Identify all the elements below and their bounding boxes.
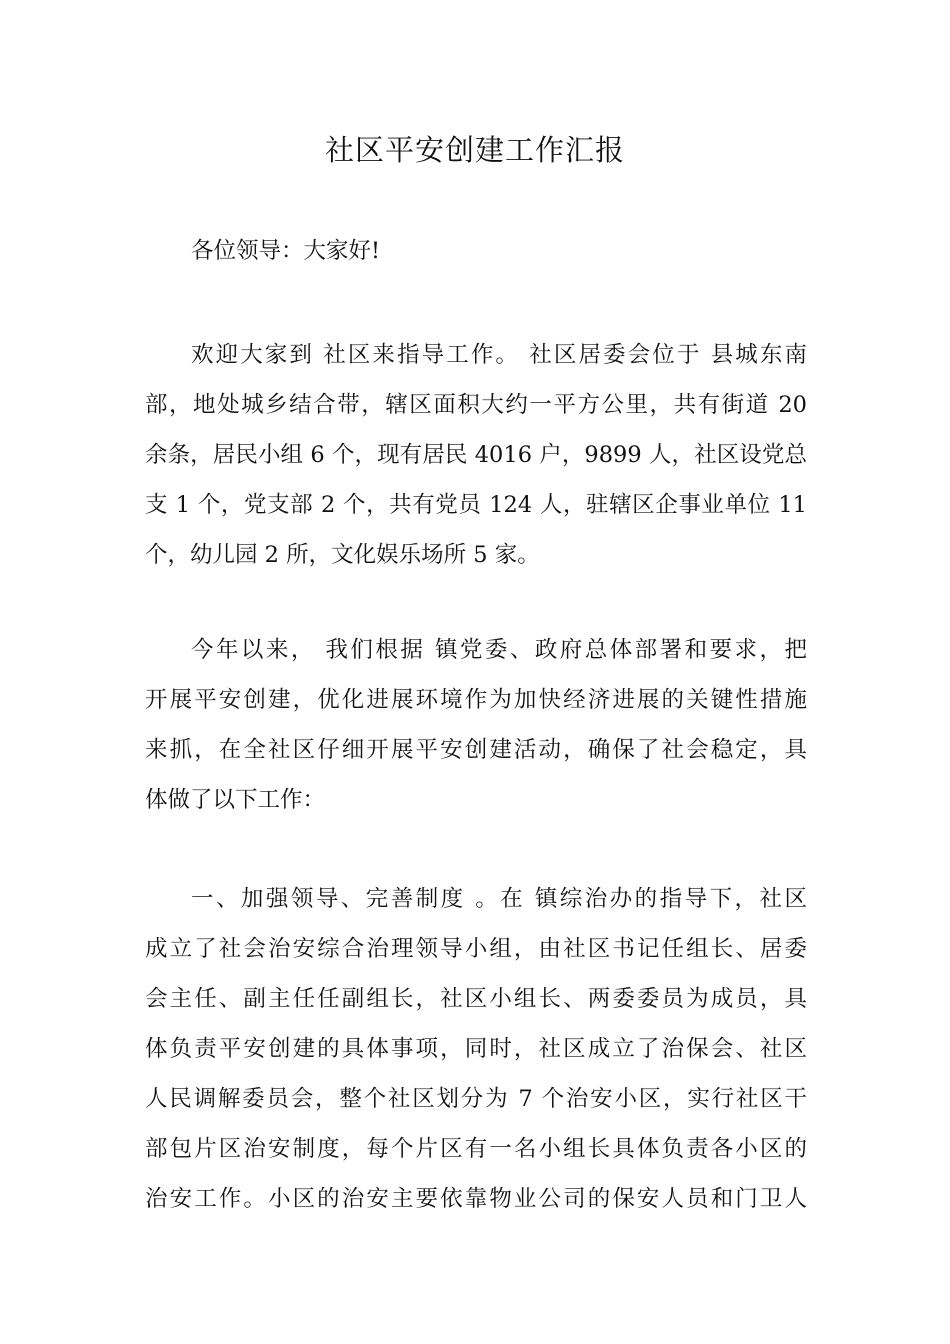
paragraph-line: 来抓，在全社区仔细开展平安创建活动，确保了社会稳定，具 <box>145 737 807 763</box>
paragraph-line: 治安工作。小区的治安主要依靠物业公司的保安人员和门卫人 <box>145 1186 807 1212</box>
paragraph-line: 部包片区治安制度，每个片区有一名小组长具体负责各小区的 <box>145 1136 807 1162</box>
paragraph-line: 开展平安创建，优化进展环境作为加快经济进展的关键性措施 <box>145 687 807 713</box>
paragraph-line: 支 1 个，党支部 2 个，共有党员 124 人，驻辖区企事业单位 11 <box>145 492 807 518</box>
paragraph-line: 成立了社会治安综合治理领导小组，由社区书记任组长、居委 <box>145 936 807 962</box>
paragraph-work-intro <box>145 625 807 825</box>
paragraph-leadership-system <box>145 874 807 1224</box>
paragraph-line: 人民调解委员会，整个社区划分为 7 个治安小区，实行社区干 <box>145 1086 807 1112</box>
paragraph-line: 部，地处城乡结合带，辖区面积大约一平方公里，共有街道 20 <box>145 392 807 418</box>
paragraph-line: 余条，居民小组 6 个，现有居民 4016 户，9899 人，社区设党总 <box>145 442 807 468</box>
paragraph-line: 体负责平安创建的具体事项，同时，社区成立了治保会、社区 <box>145 1036 807 1062</box>
paragraph-line: 体做了以下工作： <box>145 787 326 813</box>
paragraph-community-overview <box>145 330 807 580</box>
paragraph-line: 今年以来， 我们根据 镇党委、政府总体部署和要求，把 <box>191 637 807 663</box>
document-title: 社区平安创建工作汇报 <box>324 133 625 167</box>
paragraph-line: 个，幼儿园 2 所，文化娱乐场所 5 家。 <box>145 542 540 568</box>
paragraph-line: 会主任、副主任任副组长，社区小组长、两委委员为成员，具 <box>145 986 807 1012</box>
greeting-paragraph <box>145 226 807 276</box>
greeting-text: 各位领导：大家好! <box>191 238 381 264</box>
paragraph-line: 欢迎大家到 社区来指导工作。 社区居委会位于 县城东南 <box>191 342 807 368</box>
paragraph-line: 一、加强领导、完善制度 。在 镇综治办的指导下，社区 <box>191 886 807 912</box>
